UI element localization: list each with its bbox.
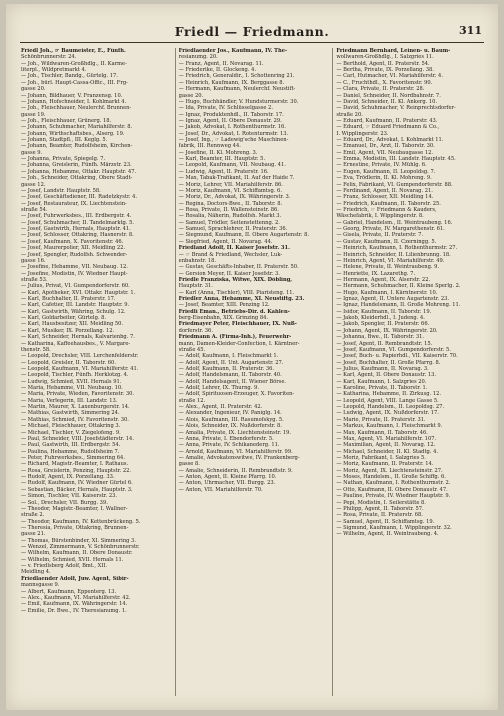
- directory-entry: — Katharina, Kaffeehausbes., V. Margare-: [21, 340, 131, 347]
- directory-entry: mann, Damen-Kleider-Confection, I. Kärntner-: [178, 340, 300, 347]
- directory-entry: — Maximilian, Agent, II. Novarag. 12.: [336, 442, 436, 449]
- directory-entry: — Henriette, IX. Lazarethg. 7.: [336, 270, 416, 277]
- directory-entry: — Wilhelm, Kaufmann, II. Obere Donaustr.: [21, 550, 133, 557]
- directory-entry: — Moriz, Dr., Advokat, IX. Währingerstr. 3.: [178, 194, 291, 201]
- directory-entry: — Josefine, Modistin, IV. Wiedner Haupt-: [21, 270, 128, 277]
- directory-entry: — Bertha, Private, IX. Porzellang. 38.: [336, 67, 434, 74]
- directory-entry: — Anton, Agent, II. Kleine Pfarrg. 10.: [178, 474, 277, 481]
- directory-entry: — Leopold, Kaufmann, VII. Neubaug. 41.: [178, 162, 286, 169]
- directory-entry: — Karoline, Private, II. Taborstr. 1.: [336, 385, 428, 392]
- directory-entry: berg-Eisenbahn, XIX. Grinzing 84.: [178, 315, 269, 322]
- directory-entry: — Joh., Tischler, Bandg., Gürtelg. 17.: [21, 73, 118, 80]
- directory-entry: — Michael, Fleischhauer, Ottakring 3.: [21, 423, 121, 430]
- directory-entry: — Rosa, Private, II. Wallensteinstr. 86.: [178, 206, 279, 213]
- directory-entry: — Alois, Kaufmann, III. Rasumofskyg. 5.: [178, 416, 284, 423]
- page-header: [20, 24, 484, 43]
- entry-heading: Friedli Eman., Betriebs-Dir. d. Kahlen-: [178, 308, 290, 315]
- directory-entry: — Josef, Geschäftsdiener, III. Radetzkystr. 4.: [21, 194, 138, 201]
- directory-entry: — Adolf, Kaufmann, I. Fleischmarkt 1.: [178, 353, 279, 360]
- directory-entry: — Johanna, Hebamme, Ottakr. Hauptstr. 47.: [21, 168, 137, 175]
- directory-entry: — Arnold, Kaufmann, VI. Mariahilferstr. 99.: [178, 448, 293, 455]
- directory-entry: — Emil, Agent, VII. Neubaugasse 12.: [336, 149, 434, 156]
- directory-entry: — Joh., Wildwaren-Großhdlg., II. Karme-: [21, 60, 127, 67]
- directory-entry: mannsgasse 9.: [21, 582, 60, 589]
- directory-entry: — Johanna, Greislerin, Fünfh. Märzstr. 23.: [21, 162, 132, 169]
- directory-entry: gasse 21.: [21, 531, 46, 538]
- directory-entry: — Maria, Verlegerin, III. Landstr. 13.: [21, 397, 118, 404]
- directory-entry: — Johann, Beamter, Rudolfsheim, Kirchen-: [21, 143, 133, 150]
- directory-entry: — Josefine, II. Kl. Mohreng. 3.: [178, 149, 258, 156]
- directory-entry: — Leopold, Agent, VIII. Lange Gasse 5.: [336, 397, 439, 404]
- directory-entry: — Josef, Kaufmann, VI. Gumpendorferstr. 5.: [336, 346, 451, 353]
- directory-entry: — Ida, Private, IV. Schlüsselgasse 2.: [178, 105, 273, 112]
- directory-entry: — Josef, Restaurateur, IX. Liechtenstein-: [21, 200, 127, 207]
- directory-entry: enbahnstr. 18.: [178, 257, 217, 264]
- directory-entry: — Emma, Modistin, III. Landstr. Hauptstr. 45.: [336, 156, 456, 163]
- directory-columns: [18, 48, 490, 696]
- directory-entry: — Moriz, Lehrer, VII. Mariahilferstr. 86.: [178, 181, 283, 188]
- directory-entry: — Josef, Spengler, Rudolfsh. Schwender-: [21, 251, 128, 258]
- directory-entry: — Josef, Gastwirth, Hernals, Hauptstr. 41.: [21, 226, 131, 233]
- directory-entry: Meidling 4.: [21, 569, 51, 576]
- directory-entry: — Johann, Stadtpfl., III. Keglg. 5.: [21, 137, 108, 144]
- directory-entry: — Sigmund, Kaufmann, I. Wipplingerstr. 32.: [336, 524, 452, 531]
- directory-entry: — Carl, Hutmacher, VI. Mariahilferstr. 4.: [336, 73, 443, 80]
- directory-entry: — Moriz, Fabrikant, I. Salzgries 5.: [336, 455, 426, 461]
- directory-entry: — Paul, Gastwirth, III. Erdbergstr. 54.: [21, 442, 121, 449]
- directory-entry: — Josef, Landstr. Hauptstr. 58.: [21, 187, 101, 194]
- directory-entry: — Heinrich, Schneider, II. Lilienbrunng. 18.: [336, 251, 451, 258]
- directory-entry: gasse 19.: [21, 111, 46, 118]
- directory-entry: — Max, Kaufmann, II. Taborstr. 46.: [336, 429, 428, 436]
- directory-entry: — Josef, Ing., ☞ Ladewig'sche Maschinen-: [178, 137, 289, 144]
- directory-entry: — Karl, Gastwirth, Währing, Schulg. 12.: [21, 308, 126, 315]
- directory-entry: — Eduard, ☞ Eduard Friedmann & Co.,: [336, 124, 440, 131]
- directory-entry: — Sebastian, Bäcker, Hernals, Hauptstr. 3.: [21, 486, 133, 493]
- directory-entry: — Leopold, Drechsler, VIII. Lerchenfelderstr.: [21, 353, 139, 360]
- directory-entry: — Moriz, Agent, IX. Liechtensteinstr. 27.: [336, 467, 443, 474]
- directory-entry: — Siegmund, Kaufmann, II. Obere Augartenstr. 8.: [178, 232, 309, 239]
- entry-heading: Friedmayer Peter, Fleischhauer, IX. Nuß-: [178, 321, 297, 328]
- directory-entry: — Eduard, Kaufmann, II. Praterstr. 43.: [336, 117, 438, 124]
- directory-entry: — Moriz, Kaufmann, II. Praterstr. 14.: [336, 461, 434, 468]
- directory-entry: — Helene, Private, II. Weintraubeng. 9.: [336, 264, 440, 271]
- directory-entry: straße 54.: [21, 206, 48, 213]
- directory-entry: — Joh., Fleischhauer, Grünerg. 18.: [21, 117, 112, 124]
- directory-page: [6, 4, 498, 710]
- directory-entry: — Theodor, Kaufmann, IV. Kettenbrückeng. 5.: [21, 518, 141, 525]
- directory-entry: — Katharina, Hebamme, II. Zirkusg. 12.: [336, 391, 441, 398]
- directory-entry: — Amalia, Private, IX. Liechtensteinstr. 19.: [178, 429, 292, 436]
- directory-entry: straße 45.: [178, 346, 206, 353]
- directory-entry: — Ernestine, Private, IV. Mühlg. 6.: [336, 162, 427, 169]
- directory-entry: — Johann, Hofschneider, I. Kohlmarkt 4.: [21, 98, 127, 105]
- directory-entry: Wäschefabrik, I. Wipplingerstr. 8.: [336, 213, 424, 220]
- directory-entry: — Philipp, Agent, II. Taborstr. 57.: [336, 505, 424, 512]
- directory-entry: — Isidor, Kaufmann, II. Taborstr. 19.: [336, 308, 432, 315]
- directory-entry: — Maria, Private, Wieden, Favoritenstr. 30.: [21, 391, 135, 398]
- directory-entry: — Jakob, Advokat, I. Rothenthurmstr. 16.: [178, 124, 286, 131]
- directory-entry: — David, Schneider, II. Kl. Ankerg. 10.: [336, 98, 438, 105]
- directory-entry: — Johann, Wirthschaftsbes., Alserg. 19.: [21, 130, 125, 137]
- directory-entry: gasse 20.: [178, 92, 204, 99]
- directory-entry: — Karl, Apotheker, XVI. Ottakr. Hauptstr. 1.: [21, 289, 136, 296]
- directory-entry: straße 2.: [21, 512, 45, 519]
- directory-entry: — Karl, Hausbesitzer, XII. Meidling 50.: [21, 321, 124, 328]
- directory-entry: — ☞ Brand & Friedland, Wechsler, Luk-: [178, 251, 283, 258]
- directory-entry: — Jakob, Spengler, II. Praterstr. 66.: [336, 321, 430, 328]
- directory-entry: — Alexander, Ingenieur, IV. Paniglg. 14.: [178, 410, 282, 417]
- directory-entry: — Rosalia, Näherin, Rudolfsh. Markt 3.: [178, 213, 282, 220]
- directory-entry: — Anton, Uhrmacher, VII. Burgg. 23.: [178, 480, 276, 487]
- directory-entry: — Theresia, Private, Ottakring, Brunnen-: [21, 524, 129, 531]
- directory-entry: — Wilhelm, Schmied, XVII. Hernals 11.: [21, 556, 124, 563]
- directory-entry: — Hugo, Buchhändler, V. Hundsturmerstr. 30.: [178, 98, 299, 105]
- directory-entry: — Friedrich, Kaufmann, II. Taborstr. 25.: [336, 200, 441, 207]
- directory-entry: — Karl, Musiker, IX. Porzellang. 12.: [21, 327, 115, 334]
- directory-entry: — Josef, Maurerpolier, XII. Meidling 22.: [21, 245, 125, 252]
- directory-entry: — v. Friedlsberg Adolf, Bmt., XII.: [21, 563, 108, 570]
- directory-entry: — Heinrich, Kaufmann, I. Rothenthurmstr. 27.: [336, 245, 458, 252]
- directory-entry: — Thomas, Bürstenbinder, XI. Simmering 3.: [21, 537, 136, 544]
- directory-entry: — Ferdinand, Agent, II. Novarag. 21.: [336, 187, 433, 194]
- directory-entry: — Johanna, Private, Spiegelg. 7.: [21, 156, 106, 163]
- directory-entry: — Marie, Private, II. Praterstr. 31.: [336, 416, 426, 423]
- directory-entry: — Gersion Meyer, II. Kaiser Josefstr. 3.: [178, 270, 280, 277]
- directory-entry: — Mathias, Gastwirth, Simmering 24.: [21, 410, 120, 417]
- directory-entry: — Wilhelm, Agent, II. Weintraubeng. 4.: [336, 531, 439, 538]
- directory-entry: — Johann, Schuhmacher, Mariahilferstr. 8.: [21, 124, 133, 131]
- directory-entry: — Ludwig, Agent, II. Praterstr. 16.: [178, 168, 269, 175]
- directory-entry: gasse 9.: [21, 149, 43, 156]
- directory-entry: — Regina, Doctors-Bwe., II. Taborstr. 8.: [178, 200, 283, 207]
- directory-entry: wollwaren-Großhdlg., I. Salzgries 11.: [336, 54, 434, 61]
- directory-entry: — Josef, Dr., Advokat, I. Rotenturmstr. 13.: [178, 130, 289, 137]
- directory-entry: — Simon, Tischler, VII. Kaiserstr. 23.: [21, 493, 118, 500]
- directory-entry: — Karl (Anna, Tischler), VIII. Piaristeng. 11.: [178, 289, 295, 296]
- directory-entry: — Ludwig, Schmied, XVII. Hernals 91.: [21, 378, 122, 385]
- entry-heading: Friedl Joh., ☞ Baumeister, E., Fünfh.: [21, 48, 126, 54]
- directory-entry: — Adolf, Handelsagent, II. Wiener Börse.: [178, 378, 286, 385]
- directory-entry: — Martin, Maurer, X. Laxenburgerstr. 14.: [21, 404, 130, 411]
- directory-entry: — Leopold, Tischler, Fünfh. Herklotzg. 4.: [21, 372, 129, 379]
- directory-entry: — Josef, Fuhrwerksbes., III. Erdbergstr. 4.: [21, 213, 132, 220]
- directory-entry: — Sol., Drechsler, VII. Burgg. 39.: [21, 499, 108, 506]
- directory-entry: — Hermann, Kaufmann, Neulerchf. Neustift-: [178, 86, 296, 93]
- directory-entry: — Julius, Kaufmann, II. Novarag. 3.: [336, 365, 429, 372]
- directory-entry: — Ignaz, Produktenhdl., II. Taborstr. 17.: [178, 111, 284, 118]
- directory-entry: — Karl, Cafetier, III. Landstr. Hauptstr. 9.: [21, 302, 130, 309]
- directory-entry: literpl., Wildpretmarkt 4.: [21, 67, 87, 74]
- directory-entry: — Leopold, Kaufmann, VI. Mariahilferstr. 41.: [21, 365, 139, 372]
- directory-entry: — Max, Tabak-Trafikant, II. Auf der Haide 7.: [178, 175, 295, 182]
- directory-entry: — Samuel, Sprachlehrer, II. Praterstr. 36.: [178, 226, 288, 233]
- directory-entry: — Mathias, Schmied, IV. Favoritenstr. 30.: [21, 416, 129, 423]
- directory-entry: — Pepi, Modistin, I. Seilerstätte 8.: [336, 499, 426, 506]
- directory-entry: — Felix, Fabrikant, VI. Gumpendorferstr. 88.: [336, 181, 453, 188]
- directory-entry: — Heinrich, Agent, VI. Mariahilferstr. 49.: [336, 257, 445, 264]
- directory-entry: — Amalie, Schneiderin, II. Rembrandtstr. 9.: [178, 467, 293, 474]
- directory-entry: — Michael, Schneider, II. Kl. Stadtg. 4.: [336, 448, 438, 455]
- directory-entry: — Karl, Beamter, III. Hauptstr. 5.: [178, 156, 266, 163]
- directory-entry: — David, Schuhmacher, V. Reinprechtsdorfer-: [336, 105, 456, 112]
- directory-entry: — Gabriel, Handelsm., II. Weintraubeng. 16.: [336, 219, 453, 226]
- entry-heading: Friedmann Bernhard, Leinen- u. Baum-: [336, 48, 451, 54]
- directory-entry: — Adolf, Lehrer, IX. Thurng. 9.: [178, 385, 259, 392]
- directory-entry: — Berthold, Agent, II. Praterstr. 54.: [336, 60, 430, 67]
- column-right: [333, 48, 490, 696]
- directory-entry: — Markus, Kaufmann, I. Fleischmarkt 9.: [336, 423, 443, 430]
- column-left: [18, 48, 176, 696]
- directory-entry: — Franz, Schlosser, XII. Meidling 14.: [336, 194, 434, 201]
- directory-entry: resianumg. 20.: [178, 54, 218, 61]
- directory-entry: — Josef, Beamter, XIII. Penzing 12.: [178, 302, 270, 309]
- directory-entry: — Eva, Trödlerin, II. Kl. Mohreng. 9.: [336, 175, 432, 182]
- directory-entry: — Leopold, Greisler, II. Taborstr. 60.: [21, 359, 116, 366]
- directory-entry: — Emanuel, Dr., Arzt, II. Taborstr. 30.: [336, 143, 435, 150]
- directory-entry: Hauptstr. 31.: [178, 283, 213, 290]
- directory-entry: — Franz, Agent, II. Novarag. 11.: [178, 60, 264, 67]
- directory-entry: — Max, Agent, VI. Mariahilferstr. 107.: [336, 435, 437, 442]
- directory-entry: straße 12.: [178, 397, 206, 404]
- column-middle: [176, 48, 334, 696]
- directory-entry: — Amalie, Advokatenswitwe, IV. Frankenberg-: [178, 455, 300, 461]
- directory-entry: — Theodor, Magistr.-Beamter, I. Wallner-: [21, 505, 128, 512]
- directory-entry: — Joh., bürl. Haupt-Cassa-Offic., III. Frg-: [21, 79, 128, 86]
- directory-entry: — Otto, Kaufmann, II. Obere Donaustr. 47.: [336, 486, 448, 493]
- directory-entry: — Josef, Buchhalter, II. Große Pfarrg. 8.: [336, 359, 441, 366]
- directory-entry: — Josef, Buch- u. Papierhdl., VII. Kaiserstr. 70.: [336, 353, 458, 360]
- directory-entry: — C., Fruchthdl., X. Favoritenstr. 90.: [336, 79, 433, 86]
- directory-entry: — Anton, VII. Mariahilferstr. 70.: [178, 486, 263, 493]
- directory-entry: — Hugo, Kaufmann, I. Kärntnerstr. 10.: [336, 289, 438, 296]
- page-number: 311: [459, 24, 482, 37]
- entry-heading: Friedlaender Adolf, Juw. Agent, Sibir-: [21, 575, 129, 582]
- directory-entry: — Leopold, Handelsm., II. Leopoldsg. 27.: [336, 404, 445, 411]
- directory-entry: — Adolf, Agent, II. Unt. Augartenstr. 27.: [178, 359, 284, 366]
- directory-entry: — Karl, Goldarbeiter, Gürtelg. 8.: [21, 315, 107, 322]
- directory-entry: — Rosa, Private, II. Praterstr. 68.: [336, 512, 423, 519]
- directory-entry: — Siegfried, Agent, II. Novarag. 44.: [178, 238, 273, 245]
- directory-entry: — Anna, Private, IV. Schikanederg. 11.: [178, 442, 280, 449]
- directory-entry: — Ignaz, Handelsmann, II. Große Mohreng. 11.: [336, 302, 461, 309]
- directory-entry: — Nathan, Kaufmann, I. Rothenthurmstr. 2.: [336, 480, 451, 487]
- directory-entry: — Josef, Kaufmann, X. Favoritenstr. 46.: [21, 238, 124, 245]
- directory-entry: — Maria, Hebamme, VII. Neubaug. 10.: [21, 385, 123, 392]
- directory-entry: — Rudolf, Agent, IX. Porzellang. 33.: [21, 474, 115, 481]
- directory-entry: — Emilie, Dr. Bwe., IV. Theresianumg. 1.: [21, 607, 127, 614]
- directory-entry: — Wenzel, Zimmermann, V. Schönbrunnerstr.: [21, 544, 140, 551]
- directory-entry: — Paul, Schneider, VIII. Josefstädterstr. 14.: [21, 435, 134, 442]
- directory-entry: — Josef, Agent, II. Rembrandtstr. 15.: [336, 340, 433, 347]
- directory-entry: — Karl, Agent, II. Obere Donaustr. 13.: [336, 372, 437, 379]
- directory-entry: — Johanna, Bwe., II. Taborstr. 31.: [336, 334, 425, 341]
- directory-entry: — Ludwig, Agent, IX. Nußdorferstr. 17.: [336, 410, 439, 417]
- directory-entry: — Josef, Schlosser, Ottakring, Hasnerstr. 8.: [21, 232, 134, 239]
- directory-entry: gasse 16.: [21, 257, 46, 264]
- directory-entry: — Moriz, Kaufmann, VI. Schiffamtsg. 6.: [178, 187, 282, 194]
- directory-entry: — Hermann, Agent, IX. Alserstr. 22.: [336, 276, 431, 283]
- directory-entry: gasse 20.: [21, 86, 46, 93]
- directory-entry: — Moses, Handelsm., II. Große Schiffg. 6.: [336, 474, 446, 481]
- directory-entry: — Jakob, Kleiderhdl., I. Judeng. 4.: [336, 315, 425, 322]
- directory-entry: — Ignaz, Agent, II. Untere Augartenstr. 23.: [336, 296, 449, 303]
- directory-entry: gasse 8.: [178, 461, 200, 468]
- directory-entry: — Clara, Private, II. Praterstr. 28.: [336, 86, 425, 93]
- directory-entry: — Johann, Bildhauer, V. Franzensg. 10.: [21, 92, 123, 99]
- directory-entry: — Daniel, Schneider, II. Nordbahnstr. 7.: [336, 92, 441, 99]
- directory-entry: — Joh., Fleischhauer, Neulerchf. Brunnen-: [21, 105, 132, 112]
- directory-entry: Schönbrunnerstr. 24.: [21, 54, 77, 61]
- directory-entry: — Adolf, Kaufmann, II. Praterstr. 36.: [178, 365, 275, 372]
- entry-heading: Friedler Anna, Hebamme, XI. Neustiftg. 23.: [178, 296, 305, 303]
- directory-entry: — Hermann, Schuhmacher, II. Kleine Sperlg. 2.: [336, 283, 461, 290]
- directory-entry: — Alex., Kaufmann, VI. Mariahilferstr. 42.: [21, 594, 131, 601]
- directory-entry: — Anna, Private, I. Ebendorferstr. 5.: [178, 435, 274, 442]
- directory-entry: — Josefine, Hebamme, VII. Neubaug. 12.: [21, 264, 128, 271]
- directory-entry: — Rudolf, Kaufmann, IV. Wiedner Gürtel 6.: [21, 480, 133, 487]
- directory-entry: — Joh., Schneider, Ottakring, Obere Stadt-: [21, 175, 133, 182]
- directory-entry: — Eduard, Dr., Advokat, I. Kohlmarkt 11.: [336, 137, 444, 144]
- directory-entry: — Friederike, II. Glockeng. 4.: [178, 67, 257, 74]
- directory-entry: — Pauline, Private, IV. Wiedner Hauptstr. 9.: [336, 493, 451, 500]
- directory-entry: gasse 12.: [21, 181, 46, 188]
- directory-entry: — Emil, Kaufmann, IX. Währingerstr. 14.: [21, 601, 128, 608]
- directory-entry: — Friedrich, Generaldir., I. Schottenring 21.: [178, 73, 295, 80]
- directory-entry: straße 53.: [21, 276, 48, 283]
- directory-entry: — Heinrich, Kaufmann, IX. Berggasse 8.: [178, 79, 285, 86]
- directory-entry: I. Wipplingerstr. 23.: [336, 130, 389, 137]
- directory-entry: — Karl, Buchhalter, II. Praterstr. 17.: [21, 296, 116, 303]
- entry-heading: Friedland Adolf, II. Kaiser Josefstr. 31.: [178, 245, 290, 252]
- running-title: Friedl — Friedmann.: [174, 24, 330, 39]
- directory-entry: — Friedrich, ☞ Friedmann & Kauders,: [336, 206, 437, 213]
- directory-entry: — Adolf, Handelsmann, II. Taborstr. 40.: [178, 372, 282, 379]
- directory-entry: — Albert, Kaufmann, Eppenterg. 13.: [21, 588, 117, 595]
- directory-entry: dorferstr. 36.: [178, 327, 213, 334]
- directory-entry: — Karl, Schneider, Hernals, Kalvarienbg. 7.: [21, 334, 135, 341]
- directory-entry: — Gustav, Kaufmann, II. Czerningg. 5.: [336, 238, 437, 245]
- directory-entry: straße 20.: [336, 111, 363, 118]
- directory-entry: — Eugen, Kaufmann, II. Leopoldsg. 7.: [336, 168, 436, 175]
- directory-entry: — Adolf, Spirituosen-Erzeuger, X. Favoriten-: [178, 391, 295, 398]
- directory-entry: — Peter, Fuhrwerksbes., Simmering 64.: [21, 455, 125, 461]
- directory-entry: — Josef, Schuhmacher, II. Tandelmarktg. 5.: [21, 219, 135, 226]
- directory-entry: — Ignaz, Agent, II. Obere Donaustr. 29.: [178, 117, 282, 124]
- directory-entry: — Paulina, Hebamme, Rudolfsheim 7.: [21, 448, 120, 455]
- directory-entry: — Gustav, Geschäfts-Inhaber, II. Praterstr. 50.: [178, 264, 299, 271]
- directory-entry: — Samuel, Trödler, Seitenstettenng. 2.: [178, 219, 280, 226]
- directory-entry: fabrik, III. Rennweg 44.: [178, 143, 241, 150]
- directory-entry: thenstr. 58.: [21, 346, 51, 353]
- entry-heading: Friedle Franziska, Witwe, XIX. Döbling,: [178, 276, 293, 283]
- directory-entry: — Julius, Privat, VI. Gumpendorferstr. 60.: [21, 283, 130, 290]
- directory-entry: — Alois, Schneider, IX. Nußdorferstr. 8.: [178, 423, 282, 430]
- directory-entry: — Gisela, Private, II. Praterstr. 7.: [336, 232, 424, 239]
- directory-entry: — Alex., Agent, II. Praterstr. 42.: [178, 404, 263, 411]
- directory-entry: — Samuel, Agent, II. Schiffamtsg. 19.: [336, 518, 435, 525]
- entry-heading: Friedlaender Jos., Kaufmann, IV. The-: [178, 48, 288, 54]
- directory-entry: — Michael, Tischler, V. Ziegelofeng. 9.: [21, 429, 121, 436]
- entry-heading: Friedmann A. (Firma-Inh.), Feuerwehr-: [178, 334, 292, 341]
- directory-entry: — Karl, Kaufmann, I. Salzgries 20.: [336, 378, 427, 385]
- directory-entry: — Georg, Private, IV. Margarethenstr. 61.: [336, 226, 445, 233]
- directory-entry: — Johann, Agent, IX. Währingerstr. 20.: [336, 327, 438, 334]
- directory-entry: — Richard, Magistr.-Beamter, I. Rathaus.: [21, 461, 129, 468]
- directory-entry: — Rosa, Greislerin, Penzing, Hauptstr. 22.: [21, 467, 132, 474]
